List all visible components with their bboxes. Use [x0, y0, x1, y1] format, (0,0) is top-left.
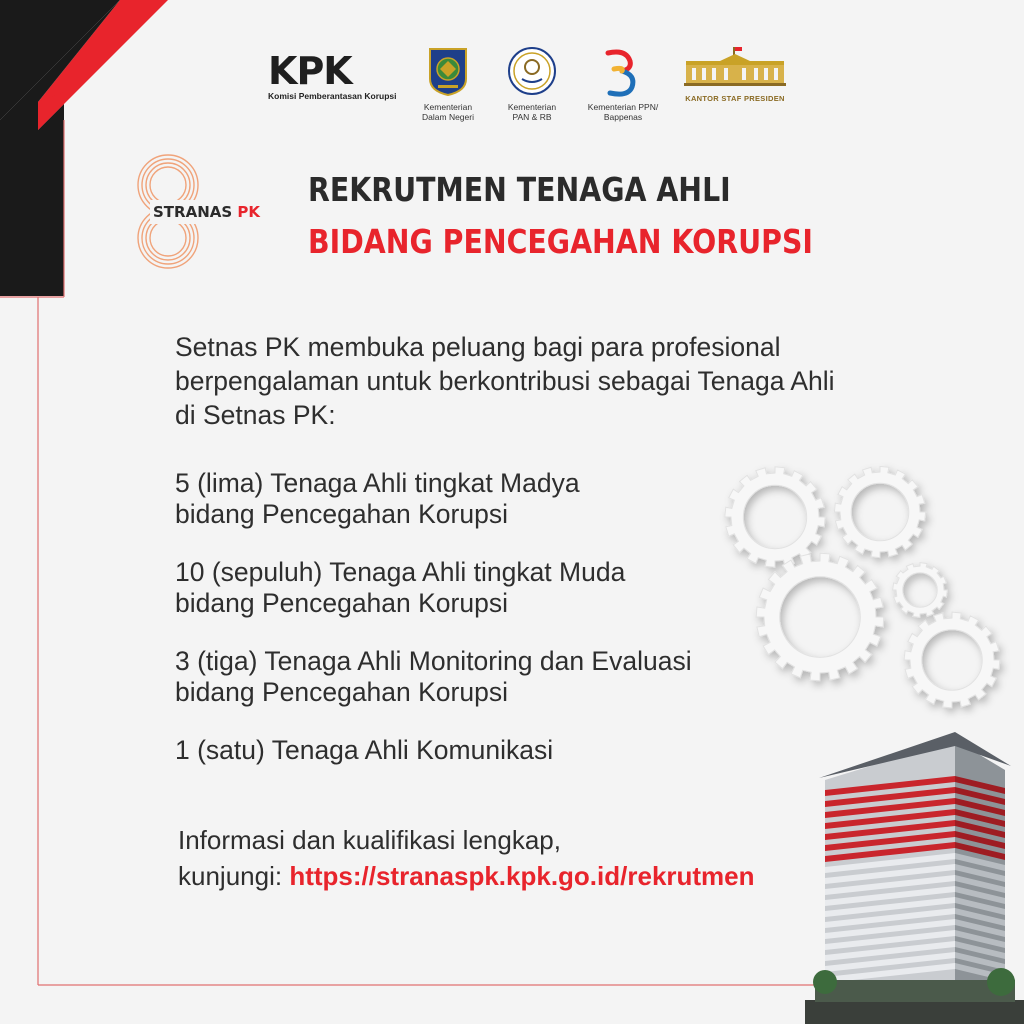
info-prefix: kunjungi:: [178, 861, 290, 891]
kemendagri-line2: Dalam Negeri: [422, 112, 474, 122]
kpk-logo: [268, 49, 403, 102]
ksp-logo: [680, 45, 790, 103]
stranas-pk-label: [153, 203, 260, 221]
position-title: 5 (lima) Tenaga Ahli tingkat Madya: [175, 468, 580, 498]
gear-icon: [756, 553, 884, 681]
gear-icon: [834, 466, 925, 557]
ksp-label: KANTOR STAF PRESIDEN: [685, 94, 785, 103]
bappenas-logo-icon: [578, 45, 668, 97]
list-item: [175, 646, 775, 708]
info-link-line: [178, 858, 755, 894]
page-title: REKRUTMEN TENAGA AHLI: [308, 170, 731, 209]
stranas-word: STRANAS: [153, 203, 233, 221]
panrb-emblem-icon: [500, 45, 564, 97]
gears-icon: [700, 462, 1020, 722]
panrb-line2: PAN & RB: [512, 112, 552, 122]
page-subtitle: BIDANG PENCEGAHAN KORUPSI: [308, 222, 813, 261]
gear-icon: [893, 563, 948, 618]
kpk-building-image: [805, 720, 1024, 1024]
bappenas-line2: Bappenas: [603, 112, 643, 122]
position-field: bidang Pencegahan Korupsi: [175, 677, 508, 707]
kemendagri-line1: Kementerian: [423, 102, 473, 112]
position-title: 1 (satu) Tenaga Ahli Komunikasi: [175, 735, 554, 765]
info-line: Informasi dan kualifikasi lengkap,: [178, 825, 561, 855]
position-title: 10 (sepuluh) Tenaga Ahli tingkat Muda: [175, 557, 626, 587]
list-item: [175, 468, 775, 530]
kpk-logo-subtitle: Komisi Pemberantasan Korupsi: [268, 91, 397, 101]
position-title: 3 (tiga) Tenaga Ahli Monitoring dan Evaluasi: [175, 646, 692, 676]
bappenas-line1: Kementerian PPN/: [587, 102, 659, 112]
intro-line: berpengalaman untuk berkontribusi sebagai Tenaga Ahli: [175, 366, 835, 396]
panrb-logo: [500, 45, 564, 122]
panrb-line1: Kementerian: [507, 102, 557, 112]
intro-paragraph: [175, 330, 935, 432]
palace-icon: [680, 45, 790, 89]
position-field: bidang Pencegahan Korupsi: [175, 499, 508, 529]
stranas-pk: PK: [237, 203, 261, 221]
gear-icon: [904, 612, 1000, 708]
positions-list: [175, 468, 775, 793]
bappenas-logo: [578, 45, 668, 122]
intro-line: Setnas PK membuka peluang bagi para profesional: [175, 332, 781, 362]
position-field: bidang Pencegahan Korupsi: [175, 588, 508, 618]
intro-line: di Setnas PK:: [175, 400, 336, 430]
info-block: [178, 822, 755, 894]
gear-icon: [725, 467, 825, 567]
list-item: [175, 735, 775, 766]
kpk-logo-word: KPK: [268, 49, 352, 93]
list-item: [175, 557, 775, 619]
kemendagri-logo: [418, 45, 478, 122]
recruitment-link[interactable]: https://stranaspk.kpk.go.id/rekrutmen: [289, 861, 755, 891]
garuda-emblem-icon: [418, 45, 478, 97]
